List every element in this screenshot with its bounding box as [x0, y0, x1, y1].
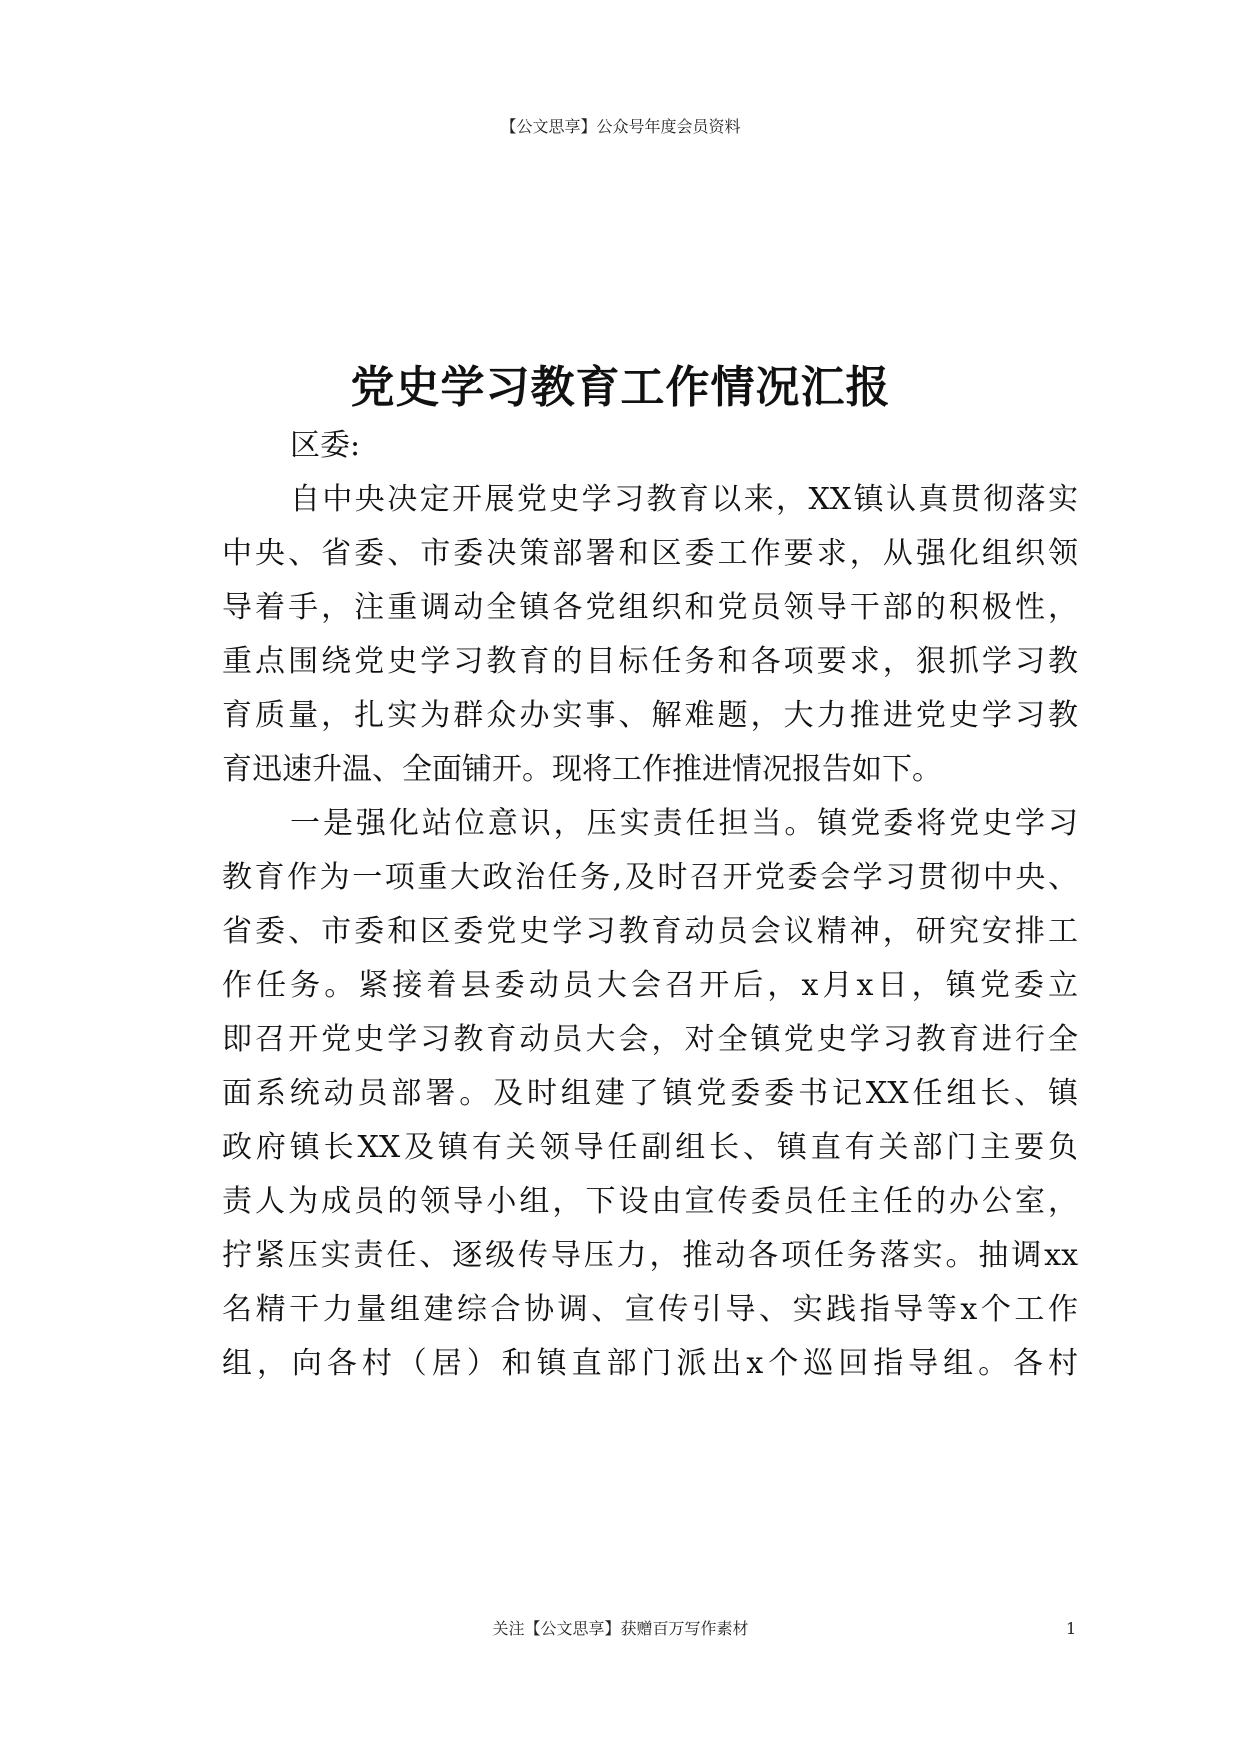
- paragraph-line: 一是强化站位意识，压实责任担当。镇党委将党史学习: [290, 806, 1078, 841]
- salutation: 区委:: [290, 428, 361, 463]
- page-footer: 关注【公文思享】获赠百万写作素材: [492, 1619, 749, 1638]
- paragraph-line: 拧紧压实责任、逐级传导压力，推动各项任务落实。抽调xx: [222, 1238, 1078, 1273]
- page-number: 1: [1066, 1619, 1077, 1638]
- paragraph-line: 育迅速升温、全面铺开。现将工作推进情况报告如下。: [222, 752, 942, 787]
- paragraph-line: 责人为成员的领导小组，下设由宣传委员任主任的办公室，: [222, 1184, 1078, 1219]
- paragraph-line: 面系统动员部署。及时组建了镇党委委书记XX任组长、镇: [222, 1076, 1078, 1111]
- paragraph-line: 政府镇长XX及镇有关领导任副组长、镇直有关部门主要负: [222, 1130, 1078, 1165]
- paragraph-line: 即召开党史学习教育动员大会，对全镇党史学习教育进行全: [222, 1022, 1078, 1057]
- paragraph-line: 自中央决定开展党史学习教育以来，XX镇认真贯彻落实: [290, 482, 1078, 517]
- page-header: 【公文思享】公众号年度会员资料: [500, 117, 741, 136]
- paragraph-line: 名精干力量组建综合协调、宣传引导、实践指导等x个工作: [222, 1292, 1078, 1327]
- paragraph-line: 导着手，注重调动全镇各党组织和党员领导干部的积极性，: [222, 590, 1078, 625]
- document-title: 党史学习教育工作情况汇报: [350, 362, 891, 413]
- paragraph-line: 中央、省委、市委决策部署和区委工作要求，从强化组织领: [222, 536, 1078, 571]
- paragraph-line: 组，向各村（居）和镇直部门派出x个巡回指导组。各村: [222, 1346, 1078, 1381]
- paragraph-line: 育质量，扎实为群众办实事、解难题，大力推进党史学习教: [222, 698, 1078, 733]
- paragraph-line: 作任务。紧接着县委动员大会召开后，x月x日，镇党委立: [222, 968, 1078, 1003]
- paragraph-line: 省委、市委和区委党史学习教育动员会议精神，研究安排工: [222, 914, 1078, 949]
- paragraph-line: 重点围绕党史学习教育的目标任务和各项要求，狠抓学习教: [222, 644, 1078, 679]
- paragraph-line: 教育作为一项重大政治任务,及时召开党委会学习贯彻中央、: [222, 860, 1078, 895]
